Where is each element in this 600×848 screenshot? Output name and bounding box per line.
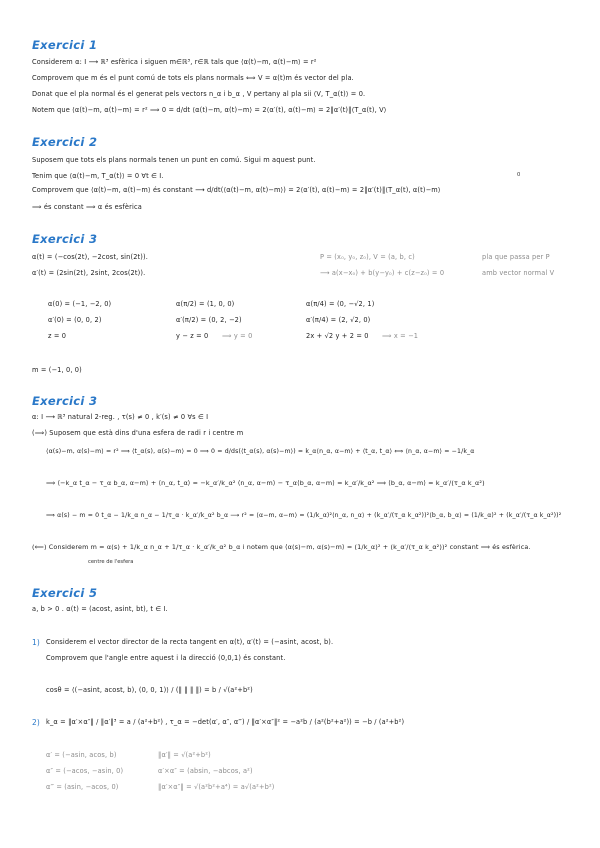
ex3a-center: m = (−1, 0, 0) [32,366,82,374]
ex5-part1-number: 1) [32,638,40,647]
ex2-heading: Exercici 2 [32,135,98,149]
ex3b-line4: ⟹ ⟨−k_α t_α − τ_α b_α, α−m⟩ + ⟨n_α, t_α⟩ = −k_α′/k_α² ⟨n_α, α−m⟩ − τ_α⟨b_α, α−m⟩ = k_α′/k_α² ⟹ ⟨b_α, α−m⟩ = k_α′/(τ_α k_α²) [46,479,485,487]
ex5-part1-formula: cosθ = ⟨(−asint, acost, b), (0, 0, 1)⟩ / (‖ ‖ ‖ ‖) = b / √(a²+b²) [46,686,253,694]
ex5-norm1: ‖α′‖ = √(a²+b²) [158,751,211,759]
ex1-line3: Donat que el pla normal és el generat pels vectors n_α i b_α , V pertany al pla sii ⟨V, T_α(t)⟩ = 0. [32,90,366,98]
ex3b-center-annotation: centre de l'esfera [88,559,134,565]
ex3a-col1-row2: α′(0) = (0, 0, 2) [48,316,102,324]
ex3a-col2-row2: α′(π/2) = (0, 2, −2) [176,316,242,324]
ex3b-heading: Exercici 3 [32,394,98,408]
ex3a-col3-gray: ⟹ x = −1 [382,332,419,340]
ex5-part2-formula: k_α = ‖α′×α″‖ / ‖α′‖³ = a / (a²+b²) , τ_α = −det(α′, α″, α‴) / ‖α′×α″‖² = −a²b / (a²(b²+a²)) = −b / (a²+b²) [46,718,405,726]
ex3a-heading: Exercici 3 [32,232,98,246]
ex1-line4: Notem que ⟨α(t)−m, α(t)−m⟩ = r² ⟹ 0 = d/dt ⟨α(t)−m, α(t)−m⟩ = 2⟨α′(t), α(t)−m⟩ = 2‖α′(t)‖⟨T_α(t), V⟩ [32,106,387,114]
ex2-line3: Comprovem que ⟨α(t)−m, α(t)−m⟩ és constant ⟶ d/dt(⟨α(t)−m, α(t)−m⟩) = 2⟨α′(t), α(t)−m⟩ = 2‖α′(t)‖⟨T_α(t), α(t)−m⟩ [32,186,441,194]
ex5-derivative2: α″ = (−acos, −asin, 0) [46,767,124,775]
ex3b-line1: α: I ⟶ ℝ³ natural 2-reg. , τ(s) ≠ 0 , k′(s) ≠ 0 ∀s ∈ I [32,413,209,421]
ex5-cross-norm: ‖α′×α″‖ = √(a²b²+a⁴) = a√(a²+b²) [158,783,275,791]
ex3a-col3-row2: α′(π/4) = (2, √2, 0) [306,316,371,324]
ex2-line2: Tenim que ⟨α(t)−m, T_α(t)⟩ = 0 ∀t ∈ I. [32,172,164,180]
ex3b-line6: (⟸) Considerem m = α(s) + 1/k_α n_α + 1/τ_α · k_α′/k_α² b_α i notem que ⟨α(s)−m, α(s)−m⟩ = (1/k_α)² + (k_α′/(τ_α k_α²))² constant ⟹ és esfèrica. [32,543,531,551]
ex3a-gray-plane-equation: ⟶ a(x−x₀) + b(y−y₀) + c(z−z₀) = 0 [320,269,445,277]
ex2-line4: ⟹ és constant ⟹ α és esfèrica [32,203,142,211]
ex5-derivative3: α‴ = (asin, −acos, 0) [46,783,119,791]
ex5-derivative1: α′ = (−asin, acos, b) [46,751,117,759]
ex3a-gray-plane-point: P = (x₀, y₀, z₀), V = (a, b, c) [320,253,415,261]
ex3a-col1-row3: z = 0 [48,332,67,340]
ex3a-col1-row1: α(0) = (−1, −2, 0) [48,300,112,308]
ex5-cross-product: α′×α″ = (absin, −abcos, a²) [158,767,253,775]
ex5-part2-number: 2) [32,718,40,727]
ex3a-gray-note1: pla que passa per P [482,253,550,261]
ex3b-line3: ⟨α(s)−m, α(s)−m⟩ = r² ⟹ ⟨t_α(s), α(s)−m⟩ = 0 ⟹ 0 = d/ds(⟨t_α(s), α(s)−m⟩) = k_α⟨n_α, α−m⟩ + ⟨t_α, t_α⟩ ⟺ ⟨n_α, α−m⟩ = −1/k_α [46,448,475,455]
ex3a-line1: α(t) = (−cos(2t), −2cost, sin(2t)). [32,253,148,261]
ex3a-col2-gray: ⟹ y = 0 [222,332,253,340]
ex5-line1: a, b > 0 . α(t) = (acost, asint, bt), t ∈ I. [32,605,168,613]
ex3b-line5: ⟹ α(s) − m = 0 t_α − 1/k_α n_α − 1/τ_α · k_α′/k_α² b_α ⟶ r² = ⟨α−m, α−m⟩ = (1/k_α)²⟨n_α, n_α⟩ + (k_α′/(τ_α k_α²))²⟨b_α, b_α⟩ = (1/k_α)² + (k_α′/(τ_α k_α²))² [46,512,562,519]
ex1-line2: Comprovem que m és el punt comú de tots els plans normals ⟺ V = α(t)m és vector del pla. [32,74,354,82]
ex3a-col2-row3: y − z = 0 [176,332,209,340]
ex3a-col3-row1: α(π/4) = (0, −√2, 1) [306,300,375,308]
ex1-heading: Exercici 1 [32,38,98,52]
ex1-line1: Considerem α: I ⟶ ℝ³ esfèrica i siguen m∈ℝ³, r∈ℝ tals que ⟨α(t)−m, α(t)−m⟩ = r² [32,58,317,66]
ex2-line1: Suposem que tots els plans normals tenen un punt en comú. Sigui m aquest punt. [32,156,316,164]
ex2-zero-annotation: 0 [517,172,521,178]
ex3a-line2: α′(t) = (2sin(2t), 2sint, 2cos(2t)). [32,269,146,277]
ex3a-col2-row1: α(π/2) = (1, 0, 0) [176,300,235,308]
ex5-part1-line1: Considerem el vector director de la recta tangent en α(t), α′(t) = (−asint, acost, b). [46,638,334,646]
ex3b-line2: (⟹) Suposem que està dins d'una esfera de radi r i centre m [32,429,244,437]
ex5-part1-line2: Comprovem que l'angle entre aquest i la direcció (0,0,1) és constant. [46,654,286,662]
ex3a-gray-note2: amb vector normal V [482,269,555,277]
ex3a-col3-row3: 2x + √2 y + 2 = 0 [306,332,369,340]
ex5-heading: Exercici 5 [32,586,98,600]
